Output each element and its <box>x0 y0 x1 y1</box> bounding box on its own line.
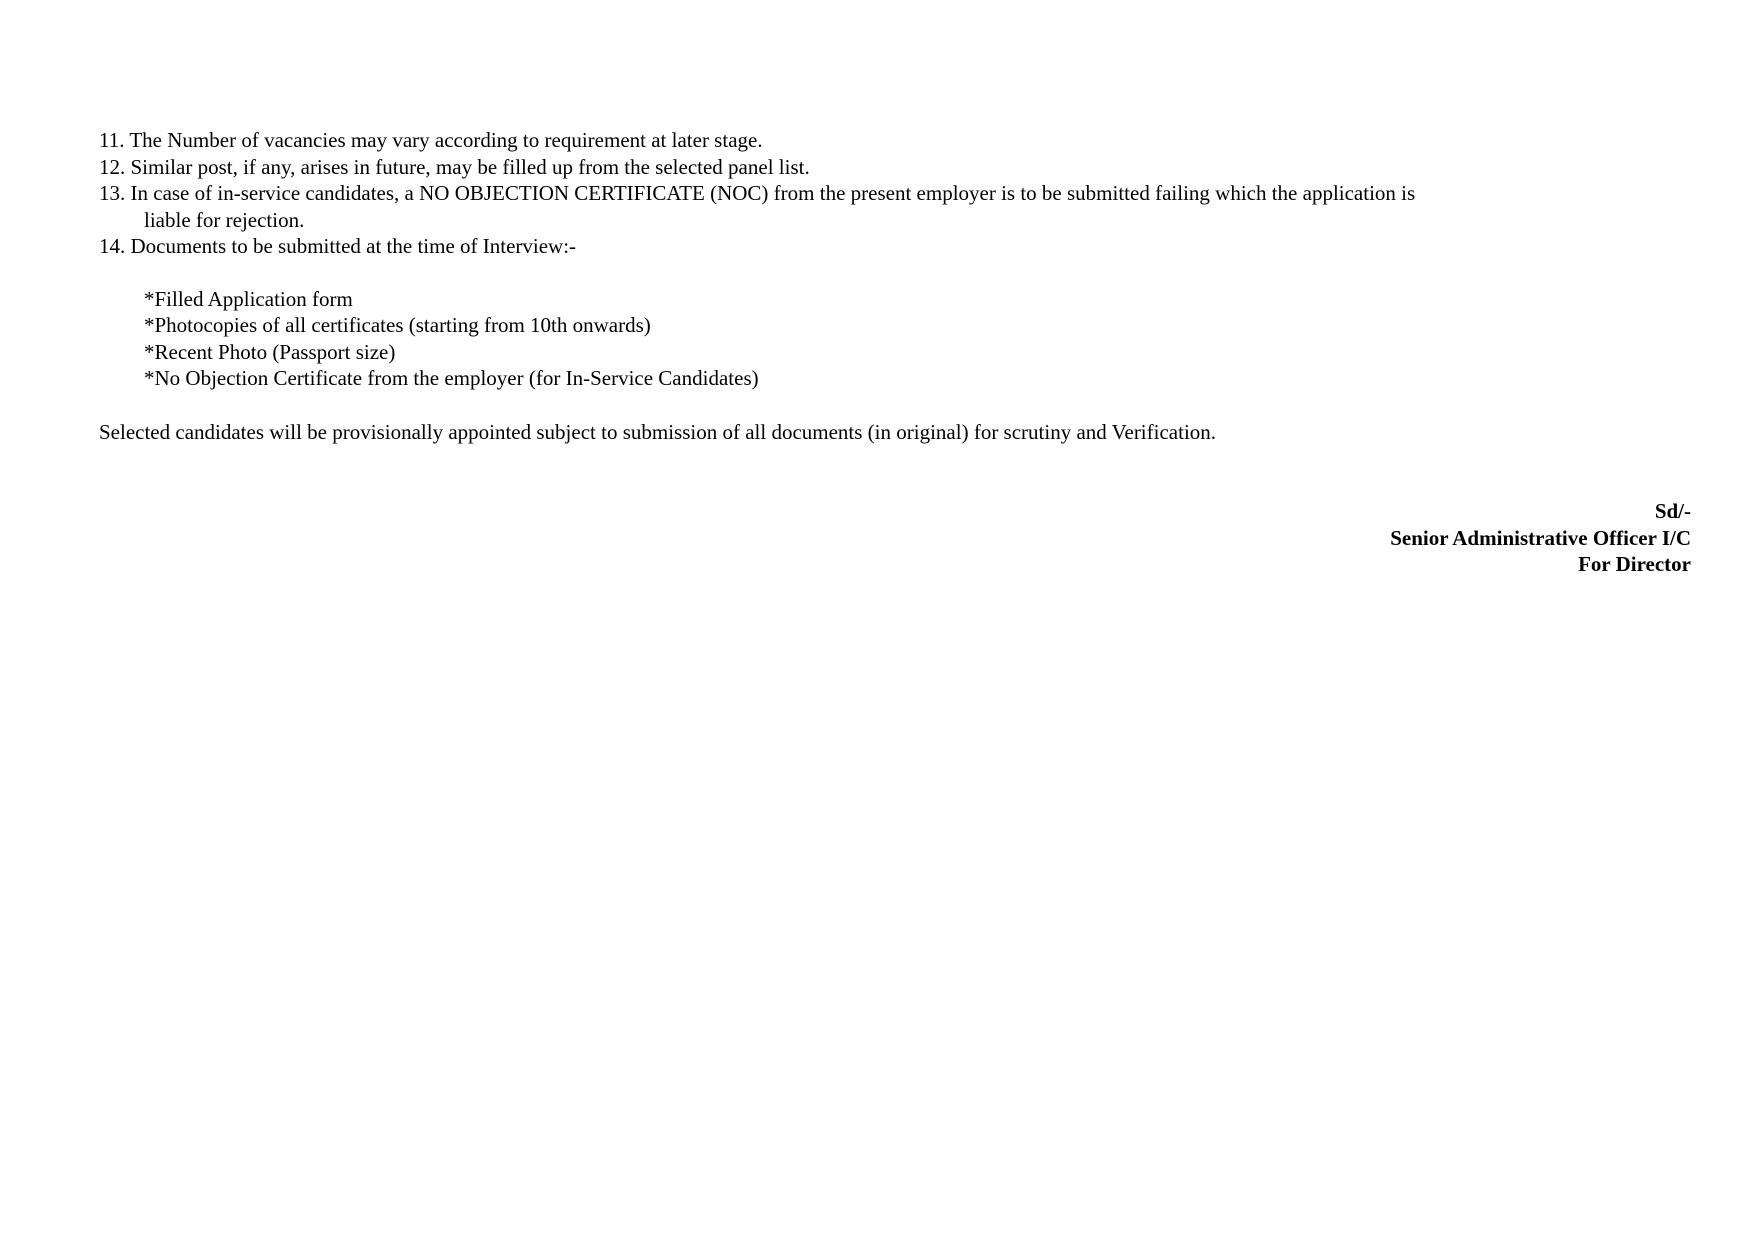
document-item: *Filled Application form <box>144 287 353 311</box>
document-item: *Photocopies of all certificates (starting from 10th onwards) <box>144 313 651 337</box>
item-13-continuation: liable for rejection. <box>144 208 305 232</box>
item-text: In case of in-service candidates, a NO OBJECTION CERTIFICATE (NOC) from the present employer is to be submitted failing which the application is <box>130 181 1416 205</box>
signature-for: For Director <box>1578 552 1691 576</box>
item-number: 13. <box>99 181 126 205</box>
item-text: Similar post, if any, arises in future, may be filled up from the selected panel list. <box>130 155 810 179</box>
item-12 <box>99 154 810 180</box>
item-text: Documents to be submitted at the time of Interview:- <box>130 234 577 258</box>
signature-designation: Senior Administrative Officer I/C <box>1390 526 1691 550</box>
item-number: 11. <box>99 128 125 152</box>
document-item: *Recent Photo (Passport size) <box>144 340 396 364</box>
item-11 <box>99 127 763 153</box>
selection-note: Selected candidates will be provisionally appointed subject to submission of all documents (in original) for scrutiny and Verification. <box>99 420 1217 444</box>
item-number: 14. <box>99 234 126 258</box>
signature-sd: Sd/- <box>1654 499 1691 523</box>
item-14 <box>99 233 576 259</box>
item-13 <box>99 180 1415 206</box>
item-text: The Number of vacancies may vary according to requirement at later stage. <box>129 128 763 152</box>
item-number: 12. <box>99 155 126 179</box>
document-item: *No Objection Certificate from the employer (for In-Service Candidates) <box>144 366 759 390</box>
